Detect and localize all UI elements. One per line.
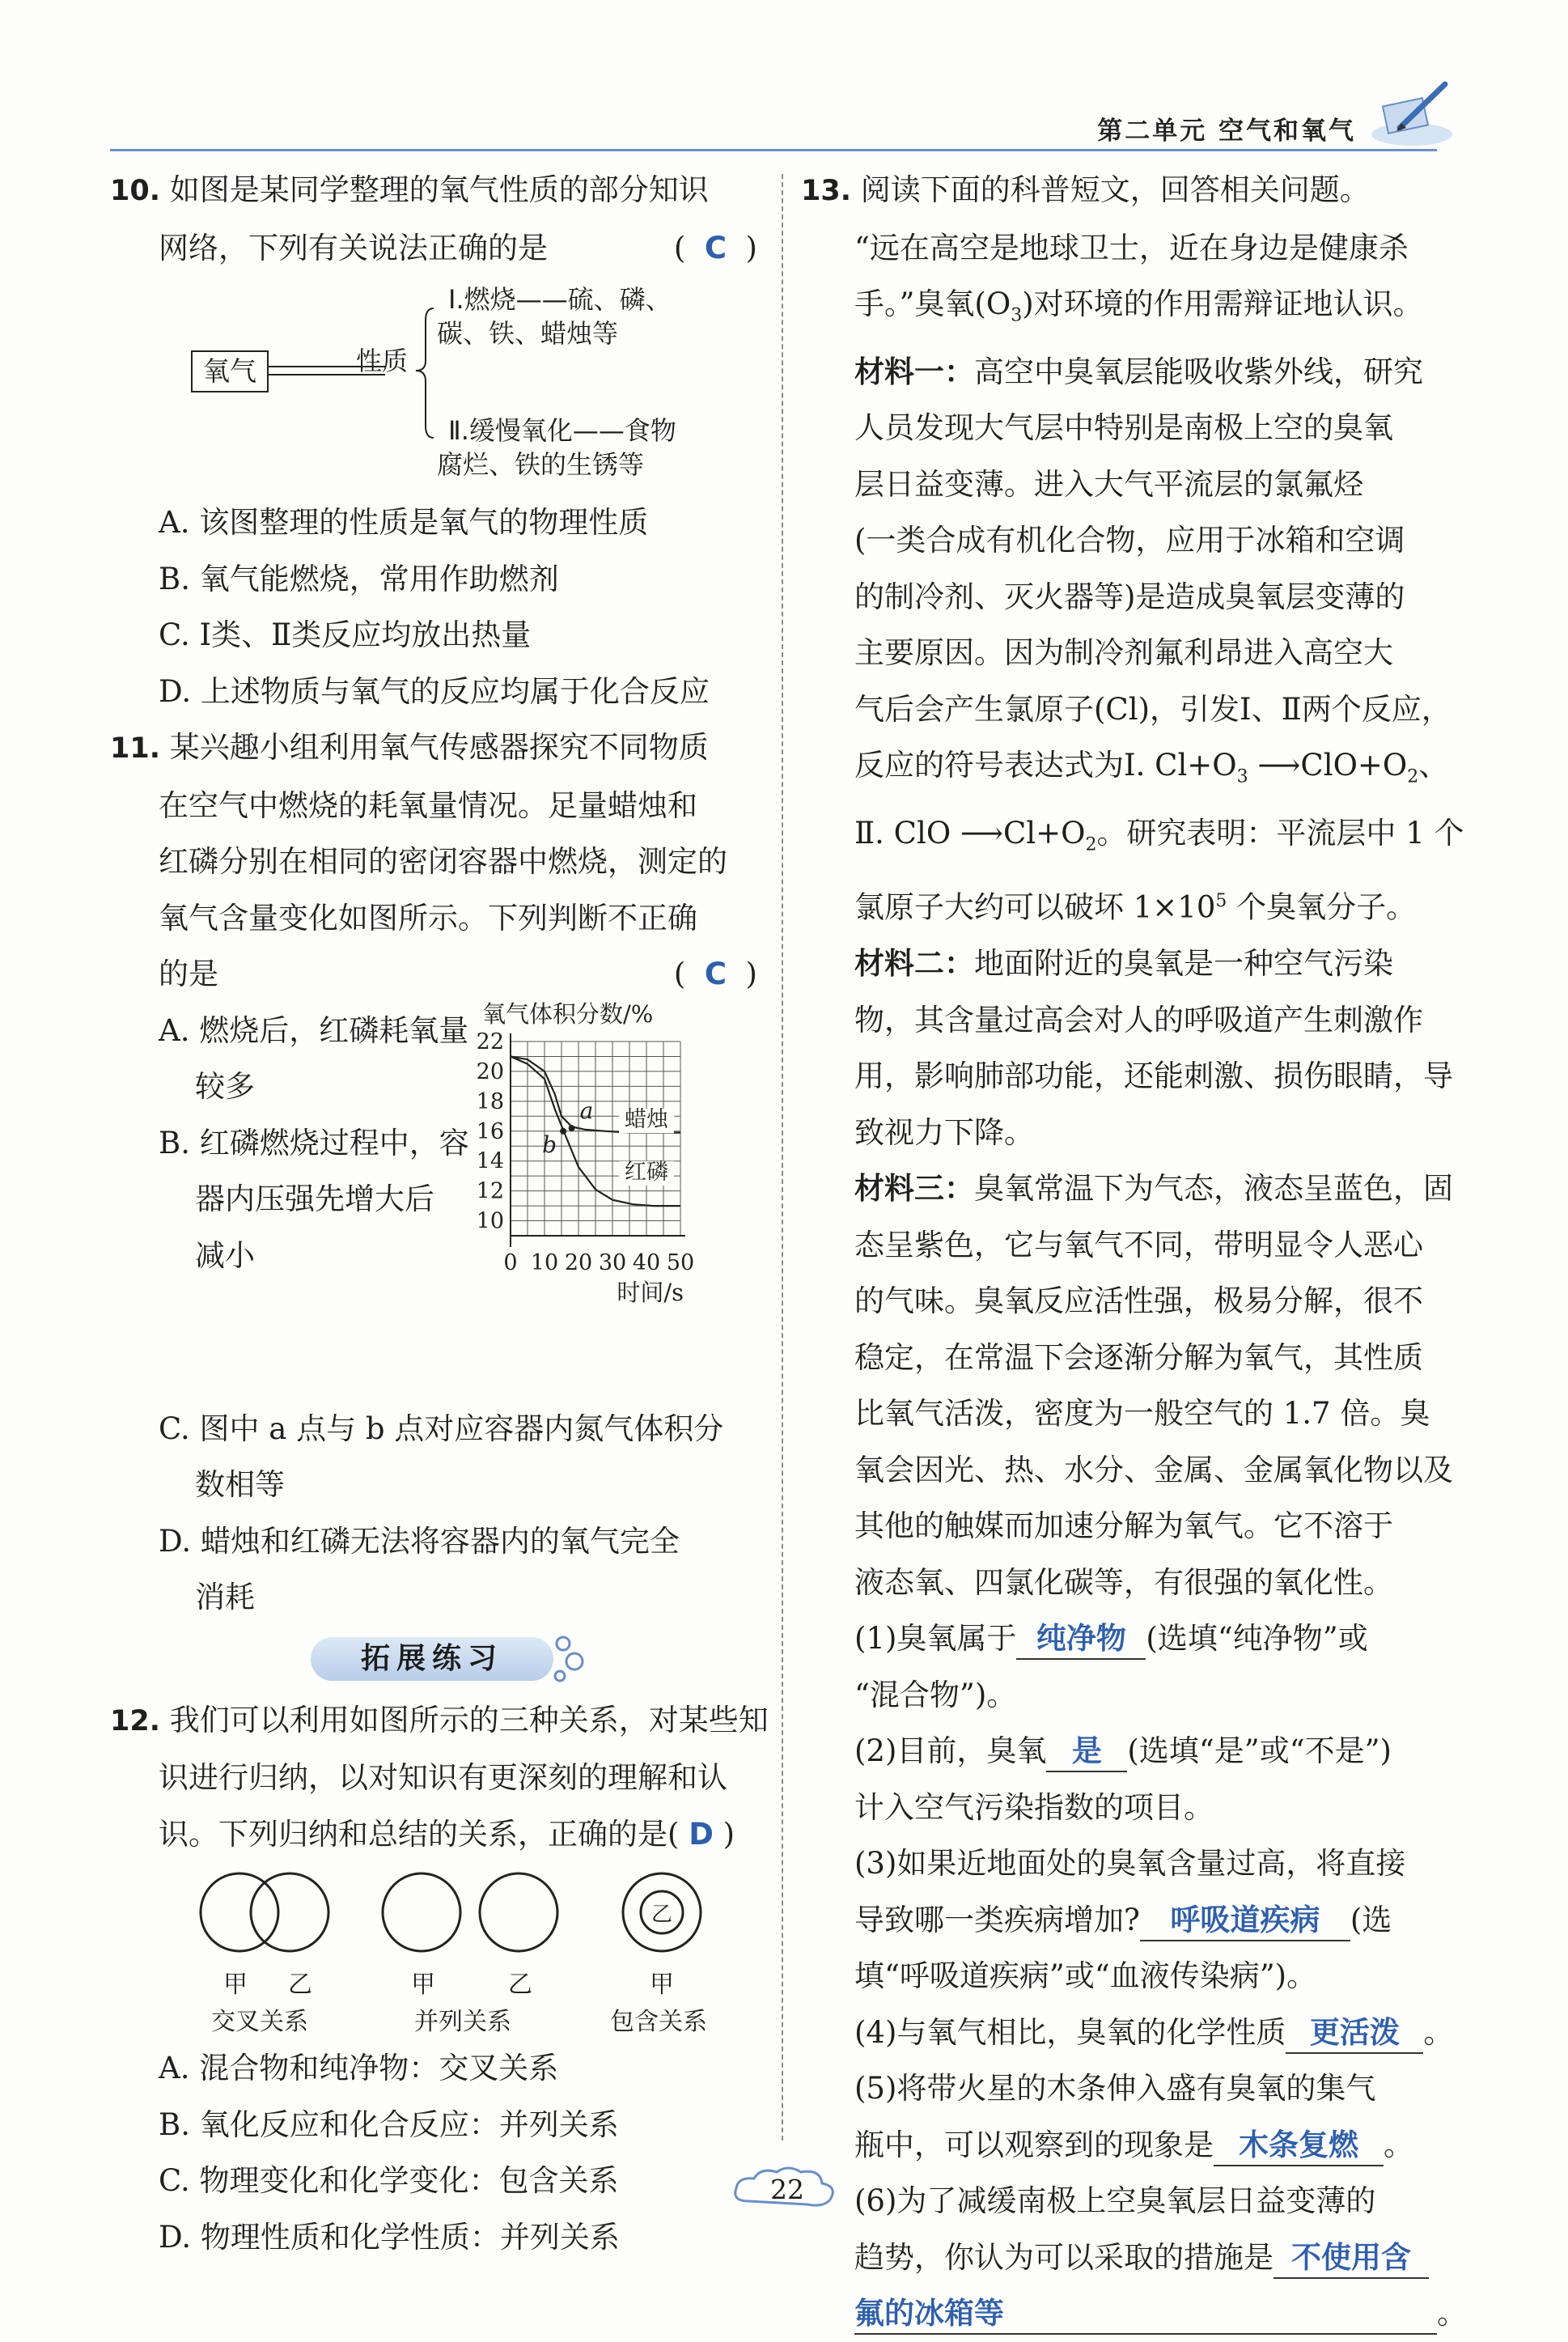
question-text: 的是 [159,957,218,991]
annotation-label-b: b [542,1131,557,1158]
passage-line: 比氧气活泼，密度为一般空气的 1.7 倍。臭 [854,1396,1430,1431]
header-rule [110,149,1437,151]
passage-line: )对环境的作用需辩证地认识。 [1022,286,1423,321]
sub-question-1: (1)臭氧属于 纯净物 (选填“纯净物”或 [801,1610,1464,1667]
sub-question-5: (5)将带火星的木条伸入盛有臭氧的集气 [854,2071,1376,2106]
y-tick-label: 14 [476,1148,504,1174]
option-a-cont: 较多 [195,1069,255,1104]
option-b-cont: 减小 [195,1237,255,1273]
equation-2: Ⅱ. ClO ⟶Cl+O [854,816,1086,851]
answer-blank: 木条复燃 [1214,2126,1384,2166]
passage-line: 其他的触媒而加速分解为氧气。它不溶于 [854,1508,1393,1543]
question-number: 10. [110,175,161,207]
question-text: 如图是某同学整理的氧气性质的部分知识 [169,172,709,207]
passage-line: 物，其含量过高会对人的呼吸道产生刺激作 [854,1002,1423,1037]
passage-line: 的制冷剂、灭火器等)是造成臭氧层变薄的 [854,579,1405,614]
column-divider [782,174,783,2140]
question-11 [110,719,757,1626]
option-c: C. Ⅰ类、Ⅱ类反应均放出热量 [159,617,532,652]
sub-question-1-cont: “混合物”)。 [854,1677,1017,1712]
option-c: C. 物理变化和化学变化：包含关系 [159,2163,619,2198]
annotation-label-a: a [579,1097,594,1124]
sub-question-6-cont: 氟的冰箱等 。 [801,2285,1464,2342]
passage-line: 态呈紫色，它与氧气不同，带明显令人恶心 [854,1227,1423,1262]
set-a-label: 甲 [223,1971,248,1999]
cross-relation-label: 交叉关系 [211,2008,308,2036]
sub-question-2-cont: 计入空气污染指数的项目。 [854,1789,1214,1825]
equation-1: 反应的符号表达式为Ⅰ. Cl+O [854,748,1237,783]
option-b: B. 红磷燃烧过程中，容 [159,1125,469,1160]
x-tick-label: 30 [598,1249,627,1275]
unit-title: 第二单元 空气和氧气 [1097,117,1356,146]
passage-line: “远在高空是地球卫士，近在身边是健康杀 [854,230,1409,265]
y-tick-label: 18 [476,1088,504,1114]
oxygen-box: 氧气 [191,350,269,392]
slow-oxidation-branch-cont: 腐烂、铁的生锈等 [437,449,645,480]
passage-line: 手。”臭氧(O [854,286,1011,321]
passage-line: 用，影响肺部功能，还能刺激、损伤眼睛，导 [854,1059,1453,1093]
series-label: 蜡烛 [625,1106,668,1132]
answer-blank: 纯净物 [1016,1619,1146,1660]
x-tick-label: 0 [503,1249,518,1275]
material-label: 材料一： [854,354,974,389]
passage-line: 臭氧常温下为气态，液态呈蓝色，固 [974,1171,1453,1206]
passage-line: 主要原因。因为制冷剂氟利昂进入高空大 [854,635,1393,671]
material-label: 材料三： [854,1171,974,1206]
option-b: B. 氧化反应和化合反应：并列关系 [159,2107,619,2142]
sub-question-4: (4)与氧气相比，臭氧的化学性质 更活泼 。 [801,2005,1464,2061]
annotation-point-b [560,1127,566,1134]
set-relation-diagram [110,1862,757,2040]
property-label: 性质 [356,346,409,376]
sub-question-6-cont: 趋势，你认为可以采取的措施是 不使用含 [801,2230,1464,2286]
sub-question-5-cont: 瓶中，可以观察到的现象是 木条复燃 。 [801,2117,1464,2174]
slow-oxidation-branch: Ⅱ.缓慢氧化——食物 [448,415,676,446]
series-label: 红磷 [625,1159,668,1185]
question-text: 氧气含量变化如图所示。下列判断不正确 [159,900,697,936]
passage-line: 氯原子大约可以破坏 1×10 [854,889,1216,925]
set-b-label: 乙 [288,1971,312,1999]
option-a: A. 燃烧后，红磷耗氧量 [159,1012,469,1048]
option-d: D. 上述物质与氧气的反应均属于化合反应 [159,673,710,709]
oxygen-knowledge-diagram [191,276,757,494]
passage-line: 高空中臭氧层能吸收紫外线，研究 [974,354,1423,389]
answer-blank: 呼吸道疾病 [1140,1901,1350,1941]
question-number: 12. [110,1704,161,1737]
material-label: 材料二： [854,946,974,981]
page-number: 22 [770,2174,804,2205]
y-tick-label: 16 [476,1118,504,1144]
answer-bracket: ( D ) [667,1816,735,1852]
question-text: 网络，下列有关说法正确的是 [159,230,548,265]
answer-bracket: ( C ) [673,957,757,991]
bubbles-icon [547,1632,604,1689]
question-text: 红磷分别在相同的密闭容器中燃烧，测定的 [159,844,727,879]
set-a-label: 甲 [411,1971,435,1999]
left-column [110,162,769,2265]
answer-blank: 氟的冰箱等 [854,2294,1437,2335]
option-c: C. 图中 a 点与 b 点对应容器内氮气体积分 [159,1411,724,1446]
inner-set-label: 乙 [651,1903,673,1927]
answer-blank: 是 [1046,1732,1127,1772]
passage-line: 层日益变薄。进入大气平流层的氯氟烃 [854,466,1363,502]
passage-line: 地面附近的臭氧是一种空气污染 [974,946,1393,981]
option-a: A. 混合物和纯净物：交叉关系 [159,2051,559,2085]
set-a-label: 甲 [650,1971,674,1999]
x-axis-label: 时间/s [617,1278,684,1306]
option-d: D. 蜡烛和红磷无法将容器内的氧气完全 [159,1523,680,1559]
option-c-cont: 数相等 [195,1467,285,1502]
passage-line: 致视力下降。 [854,1114,1034,1150]
sub-question-6: (6)为了减缓南极上空臭氧层日益变薄的 [854,2183,1376,2218]
section-banner [110,1626,757,1692]
answer-choice: D [689,1816,714,1852]
chart-svg [466,993,733,1306]
banner-label: 拓展练习 [311,1637,553,1681]
option-b-cont: 器内压强先增大后 [195,1182,434,1216]
question-number: 13. [801,175,852,207]
passage-line: 氧会因光、热、水分、金属、金属氧化物以及 [854,1452,1453,1487]
question-text: 阅读下面的科普短文，回答相关问题。 [860,172,1370,207]
question-text: 在空气中燃烧的耗氧量情况。足量蜡烛和 [159,787,697,823]
x-tick-label: 10 [530,1249,559,1275]
answer-blank: 不使用含 [1273,2238,1429,2279]
x-tick-label: 50 [666,1249,695,1275]
passage-line: 稳定，在常温下会逐渐分解为氧气，其性质 [854,1339,1423,1375]
question-12 [110,1692,769,2266]
question-13: 13. 阅读下面的科普短文，回答相关问题。 “远在高空是地球卫士，近在身边是健康杀 手。”臭氧$(O_3)$对环境的作用需辩证地认识。 材料一：高空中臭氧层能吸收紫外线，研究 人员发现大气层中特别是南极上空的臭氧 层日益变薄。进入大气平流层的氯氟烃 (一类合成有机化合物，应用于冰箱和空调 的制冷剂、灭火器等)是造成臭氧层变薄的 主要原因。因为制冷剂氟利昂进入高空大 气后会产生氯原子(Cl)，引发Ⅰ、Ⅱ两个反应， 反应的符号表达式为Ⅰ. $Cl+O_3$ $⟶ClO+O_2$、 Ⅱ. ClO $⟶Cl+O_2$。研究表明：平流层中 1 个 氯原子大约可以破坏 $1\times 10^5$ 个臭氧分子。 材料二：地面附近的臭氧是一种空气污染 物，其含量过高会对人的呼吸道产生刺激作 用，影响肺部功能，还能刺激、损伤眼睛，导 致视力下降。 材料三：臭氧常温下为气态，液态呈蓝色，固 态呈紫色，它与氧气不同，带明显令人恶心 的气味。臭氧反应活性强，极易分解，很不 稳定，在常温下会逐渐分解为氧气，其性质 比氧气活泼，密度为一般空气的 1.7 倍。臭 氧会因光、热、水分、金属、金属氧化物以及 其他的触媒而加速分解为氧气。它不溶于 液态氧、四氯化碳等，有很强的氧化性。 (1)臭氧属于 纯净物 (选填“纯净物”或 “混合物”)。 (2)目前，臭氧 是 (选填“是”或“不是”) 计入空气污染指数的项目。 (3)如果近地面处的臭氧含量过高，将直接 导致哪一类疾病增加? 呼吸道疾病 (选 填“呼吸道疾病”或“血液传染病”)。 (4)与氧气相比，臭氧的化学性质 更活泼 。 (5)将带火星的木条伸入盛有臭氧的集气 瓶中，可以观察到的现象是 木条复燃 。 (6)为了减缓南极上空臭氧层日益变薄的 趋势，你认为可以采取的措施是 不使用含 氟的冰箱等 。 [801,162,1464,2342]
passage-line: 人员发现大气层中特别是南极上空的臭氧 [854,410,1393,446]
parallel-relation-label: 并列关系 [414,2008,511,2036]
annotation-point-a [569,1125,575,1131]
x-tick-label: 20 [564,1249,593,1275]
sub-question-3: (3)如果近地面处的臭氧含量过高，将直接 [854,1846,1406,1881]
passage-line: 的气味。臭氧反应活性强，极易分解，很不 [854,1283,1423,1318]
question-text: 识。下列归纳和总结的关系，正确的是 [159,1816,667,1852]
question-10 [110,162,757,719]
answer-blank: 更活泼 [1286,2013,1423,2054]
y-tick-label: 22 [476,1029,504,1054]
answer-choice: C [704,957,727,991]
sub-question-3-cont: 填“呼吸道疾病”或“血液传染病”)。 [854,1958,1317,1993]
answer-bracket: ( C ) [673,230,757,265]
contain-relation-label: 包含关系 [610,2008,707,2036]
pen-book-icon [1367,78,1456,154]
y-tick-label: 10 [476,1208,504,1234]
question-text: 我们可以利用如图所示的三种关系，对某些知 [169,1702,769,1737]
x-tick-label: 40 [632,1249,661,1275]
option-d: D. 物理性质和化学性质：并列关系 [159,2219,620,2255]
right-column [801,162,1467,2342]
sub-question-3-cont: 导致哪一类疾病增加? 呼吸道疾病 (选 [801,1892,1464,1949]
option-b: B. 氧气能燃烧，常用作助燃剂 [159,561,559,596]
option-a: A. 该图整理的性质是氧气的物理性质 [159,505,649,540]
set-b-label: 乙 [508,1971,532,1999]
passage-line: 液态氧、四氯化碳等，有很强的氧化性。 [854,1564,1393,1600]
y-axis-label: 氧气体积分数/% [482,999,654,1028]
passage-line: 气后会产生氯原子(Cl)，引发Ⅰ、Ⅱ两个反应， [854,691,1451,727]
passage-line: (一类合成有机化合物，应用于冰箱和空调 [854,523,1405,558]
sub-question-2: (2)目前，臭氧 是 (选填“是”或“不是”) [801,1723,1464,1780]
page-number-badge [743,2169,832,2211]
y-tick-label: 12 [476,1178,504,1204]
question-text: 某兴趣小组利用氧气传感器探究不同物质 [169,730,709,765]
combustion-branch: Ⅰ.燃烧——硫、磷、 [448,284,672,315]
answer-choice: C [704,230,727,265]
question-text: 识进行归纳，以对知识有更深刻的理解和认 [159,1760,727,1795]
combustion-branch-cont: 碳、铁、蜡烛等 [437,318,619,349]
y-tick-label: 20 [476,1059,504,1084]
option-d-cont: 消耗 [195,1580,255,1614]
oxygen-content-chart [466,993,733,1306]
question-number: 11. [110,732,161,765]
